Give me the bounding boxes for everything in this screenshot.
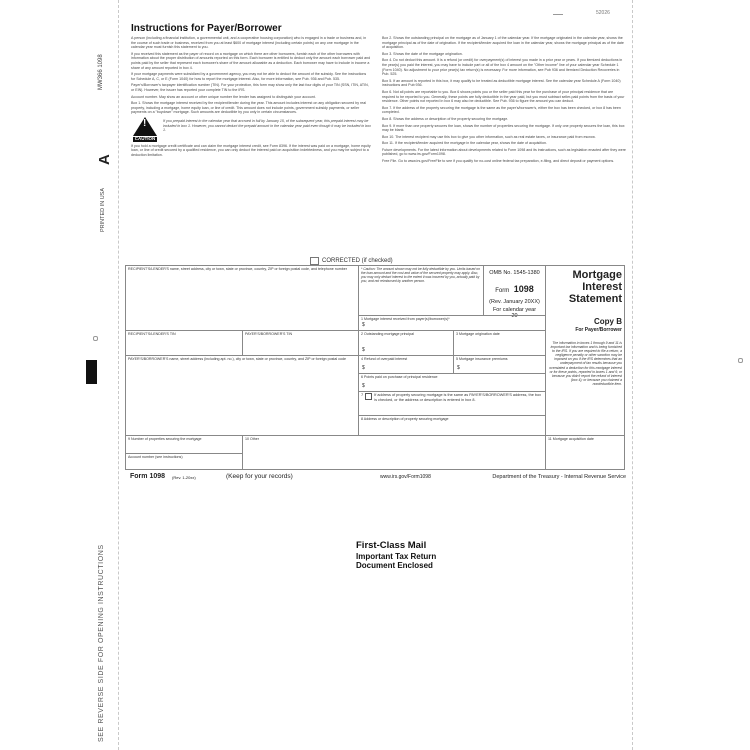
caution-block — [131, 117, 371, 142]
corrected-label: CORRECTED (if checked) — [322, 258, 393, 264]
box-3-label: 3 Mortgage origination date — [456, 332, 500, 336]
box-7-checkbox[interactable] — [365, 393, 372, 400]
right-perforation-line — [632, 0, 633, 750]
payer-tin-label: PAYER'S/BORROWER'S TIN — [245, 332, 293, 336]
box-4-label: 4 Refund of overpaid interest — [361, 357, 408, 361]
margin-mark-right — [738, 358, 743, 363]
corrected-checkbox-row — [310, 257, 393, 265]
instructions-left-column — [131, 36, 371, 246]
box-2-label: 2 Outstanding mortgage principal — [361, 332, 414, 336]
calendar-year: 20 — [511, 313, 518, 319]
instr-left-p5: Account number. May show an account or other unique number the lender has assigned to distinguish your account. — [131, 94, 316, 99]
footer-form-number: Form 1098 — [130, 473, 166, 480]
recipient-tin-box[interactable] — [125, 330, 242, 355]
payer-tin-box[interactable] — [242, 330, 358, 355]
instr-left-p6: Box 1. Shows the mortgage interest received by the recipient/lender during the year. This amount includes interest on any obligation secured by real property, including a mortgage, home equity loan, or line of credit. This amount does not include points, government subsidy payments, or seller payments on a "buydown" mortgage. Such amounts are deductible by you only in certain circumstances. — [131, 101, 367, 115]
account-number-label: Account number (see instructions) — [128, 455, 183, 459]
box-4-dollar: $ — [362, 365, 365, 371]
instr-right-p11: Future developments. For the latest information about developments related to Form 1098 and its instructions, such as legislation enacted after they were published, go to www.irs.gov/Form1098. — [382, 147, 626, 157]
letter-a-vertical: A — [96, 154, 113, 165]
payer-name-label: PAYER'S/BORROWER'S name, street address (including apt. no.), city or town, state or province, country, and ZIP or foreign postal code — [128, 357, 347, 361]
box-7-label: If address of property securing mortgage is the same as PAYER'S/BORROWER'S address, the box is checked, or the address or description is entered in box 8. — [374, 393, 541, 402]
instr-right-p6: Box 7. If the address of the property securing the mortgage is the same as the payer's/borrower's, either the box has been checked, or box 8 has been completed. — [382, 105, 621, 115]
copy-b-for: For Payer/Borrower — [575, 327, 622, 333]
footer-revision: (Rev. 1-20xx) — [172, 475, 196, 480]
footer-department: Department of the Treasury - Internal Revenue Service — [492, 474, 626, 480]
see-reverse-side-vertical: SEE REVERSE SIDE FOR OPENING INSTRUCTIONS — [98, 544, 105, 742]
page-number: 52026 — [596, 10, 610, 16]
instr-right-p7: Box 8. Shows the address or description of the property securing the mortgage. — [382, 116, 509, 121]
instructions-right-column — [382, 36, 626, 246]
caution-note-box — [358, 265, 483, 315]
instr-right-p2: Box 3. Shows the date of the mortgage origination. — [382, 51, 463, 56]
box-11-acquisition-date[interactable] — [545, 435, 625, 470]
recipient-tin-label: RECIPIENT'S/LENDER'S TIN — [128, 332, 176, 336]
box-1-label: 1 Mortgage interest received from payer(s)/borrower(s)* — [361, 317, 450, 321]
form-word: Form — [495, 288, 510, 294]
caution-label: CAUTION — [134, 135, 156, 141]
copy-b-label: Copy B — [594, 317, 622, 326]
omb-box — [483, 265, 545, 319]
form-code-vertical: MW366 1098 — [98, 54, 104, 90]
instr-right-p12: Free File. Go to www.irs.gov/FreeFile to see if you qualify for no-cost online federal tax preparation, e-filing, and direct deposit or payment options. — [382, 159, 615, 164]
black-registration-mark — [86, 360, 97, 384]
corrected-checkbox[interactable] — [310, 257, 319, 265]
mail-important: Important Tax Return — [356, 552, 437, 561]
box-9-number-properties[interactable] — [125, 435, 242, 453]
recipient-name-box[interactable] — [125, 265, 358, 330]
box-6-points-paid[interactable] — [358, 373, 545, 391]
box-11-label: 11 Mortgage acquisition date — [548, 437, 594, 441]
box-6-dollar: $ — [362, 383, 365, 389]
caution-text: If you prepaid interest in the calendar year that accrued in full by January 15, of the subsequent year, this prepaid interest may be included in box 1. However, you cannot deduct the prepaid amount in the calendar year paid even though it may be included in box 1. — [163, 118, 371, 133]
instr-right-p9: Box 10. The interest recipient may use this box to give you other information, such as real estate taxes, or insurance paid from escrow. — [382, 134, 596, 139]
instructions-title: Instructions for Payer/Borrower — [131, 23, 282, 34]
top-tick — [553, 14, 563, 15]
box-1-mortgage-interest[interactable] — [358, 315, 545, 330]
omb-number: OMB No. 1545-1380 — [489, 270, 540, 276]
instr-right-p8: Box 9. If more than one property secures the loan, shows the number of properties securing the mortgage. If only one property secures the loan, this box may be blank. — [382, 123, 625, 133]
recipient-name-label: RECIPIENT'S/LENDER'S name, street address, city or town, state or province, country, ZIP or foreign postal code, and telephone number — [128, 267, 347, 271]
instr-right-p4: Box 5. If an amount is reported in this box, it may qualify to be treated as deductible mortgage interest. See the calendar year Schedule A (Form 1040) instructions and Pub 936. — [382, 78, 621, 88]
instr-right-p5: Box 6. Not all points are reportable to you. Box 6 shows points you or the seller paid this year for the purchase of your principal residence that are required to be reported to you. Generally, these points are fully deductible in the year paid, but you must subtract seller-paid points from the basis of your residence. Other points not reported in box 6 may also be deductible. See Pub. 936 to figure the amount you can deduct. — [382, 89, 625, 104]
instr-right-p1: Box 2. Shows the outstanding principal on the mortgage as of January 1 of the calendar year. If the mortgage originated in the calendar year, shows the mortgage principal as of the date of origination. If the recipient/lender acquired the loan in the calendar year, shows the mortgage principal as of the date of acquisition. — [382, 36, 624, 50]
box-10-label: 10 Other — [245, 437, 259, 441]
copy-b-text: The information in boxes 1 through 9 and 11 is important tax information and is being furnished to the IRS. If you are required to file a return, a negligence penalty or other sanction may be imposed on you if the IRS determines that an underpayment of tax results because you overstated a deduction for this mortgage interest or for these points, reported in boxes 1 and 6; or because you didn't report the refund of interest (box 4); or because you claimed a nondeductible item. — [549, 341, 622, 386]
instr-left-p1: A person (including a financial institution, a governmental unit, and a cooperative housing corporation) who is engaged in a trade or business and, in the course of such trade or business, received from you at least $600 of mortgage interest (including certain points) on any one mortgage in the calendar year must furnish this statement to you. — [131, 36, 367, 50]
instr-left-p3: If your mortgage payments were subsidized by a government agency, you may not be able to deduct the amount of the subsidy. See the instructions for Schedule A, C, or E (Form 1040) for how to report the mortgage interest. Also, for more information, see Pub. 936 and Pub. 535. — [131, 72, 367, 81]
instr-left-p2: If you received this statement as the payer of record on a mortgage on which there are other borrowers, furnish each of the other borrowers with information about the proper distribution of amounts reported on this form. Each borrower is entitled to deduct only the amount each borrower paid and points paid by the seller that represent each borrower's share of the amount allowable as a deduction. Each borrower may have to include in income a share of any amount reported in box 4. — [131, 51, 371, 70]
printed-in-usa-vertical: PRINTED IN USA — [100, 187, 106, 232]
instr-right-p3: Box 4. Do not deduct this amount. It is a refund (or credit) for overpayment(s) of interest you made in a prior year or years. If you itemized deductions in the year(s) you paid the interest, you may have to include part or all of the box 4 amount on the "Other income" line of your calendar year Schedule 1 (Form 1040). No adjustment to your prior year(s) tax return(s) is necessary. For more information, see Pub 936 and Itemized Deduction Recoveries in Pub. 525. — [382, 58, 623, 77]
title-copy-box — [545, 265, 625, 440]
box-6-label: 6 Points paid on purchase of principal residence — [361, 375, 438, 379]
form-revision: (Rev. January 20XX) — [489, 299, 540, 305]
footer-keep: (Keep for your records) — [226, 473, 293, 480]
caution-note-text: * Caution: The amount shown may not be fully deductible by you. Limits based on the loan amount and the cost and value of the secured property may apply. Also, you may only deduct interest to the extent it was incurred by you, actually paid by you, and not reimbursed by another person. — [361, 267, 480, 283]
mail-notice — [356, 540, 436, 570]
caution-icon: ! CAUTION — [134, 117, 156, 141]
form-title-line-3: Statement — [568, 293, 622, 305]
form-footer — [128, 473, 626, 483]
box-3-origination-date[interactable] — [453, 330, 545, 355]
box-5-insurance-premiums[interactable] — [453, 355, 545, 373]
box-4-refund-interest[interactable] — [358, 355, 453, 373]
box-2-dollar: $ — [362, 347, 365, 353]
form-title-line-1: Mortgage — [572, 269, 622, 281]
instr-left-p4: Payer's/Borrower's taxpayer identification number (TIN). For your protection, this form may show only the last four digits of your TIN (SSN, ITIN, ATIN, or EIN). However, the issuer has reported your complete TIN to the IRS. — [131, 83, 369, 92]
box-1-dollar: $ — [362, 322, 365, 328]
box-10-other[interactable] — [242, 435, 545, 470]
box-7-number: 7 — [361, 392, 364, 397]
box-5-dollar: $ — [457, 365, 460, 371]
payer-name-box[interactable] — [125, 355, 358, 435]
for-calendar-year: For calendar year — [492, 307, 537, 313]
instr-right-p10: Box 11. If the recipient/lender acquired the mortgage in the calendar year, shows the date of acquisition. — [382, 141, 547, 146]
footer-url: www.irs.gov/Form1098 — [380, 474, 431, 480]
form-1098-grid — [125, 265, 625, 470]
account-number-box[interactable] — [125, 453, 242, 470]
margin-mark-left — [93, 336, 98, 341]
box-5-label: 5 Mortgage insurance premiums — [456, 357, 508, 361]
mail-enclosed: Document Enclosed — [356, 561, 433, 570]
instr-left-closing: If you hold a mortgage credit certificate and can claim the mortgage interest credit, see Form 8396. If the interest was paid on a mortgage, home equity loan, or line of credit secured by a qualified residence, you can only deduct the interest paid on acquisition indebtedness, and you may be subject to a deduction limitation. — [131, 143, 371, 157]
box-8-label: 8 Address or description of property securing mortgage — [361, 417, 449, 421]
box-2-outstanding-principal[interactable] — [358, 330, 453, 355]
box-7-same-address — [358, 391, 545, 415]
mail-first-class: First-Class Mail — [356, 540, 427, 551]
form-title-line-2: Interest — [582, 281, 622, 293]
form-number: 1098 — [513, 284, 534, 294]
box-9-label: 9 Number of properties securing the mortgage — [128, 437, 202, 441]
left-perforation-line — [118, 0, 119, 750]
box-8-property-address[interactable] — [358, 415, 545, 435]
